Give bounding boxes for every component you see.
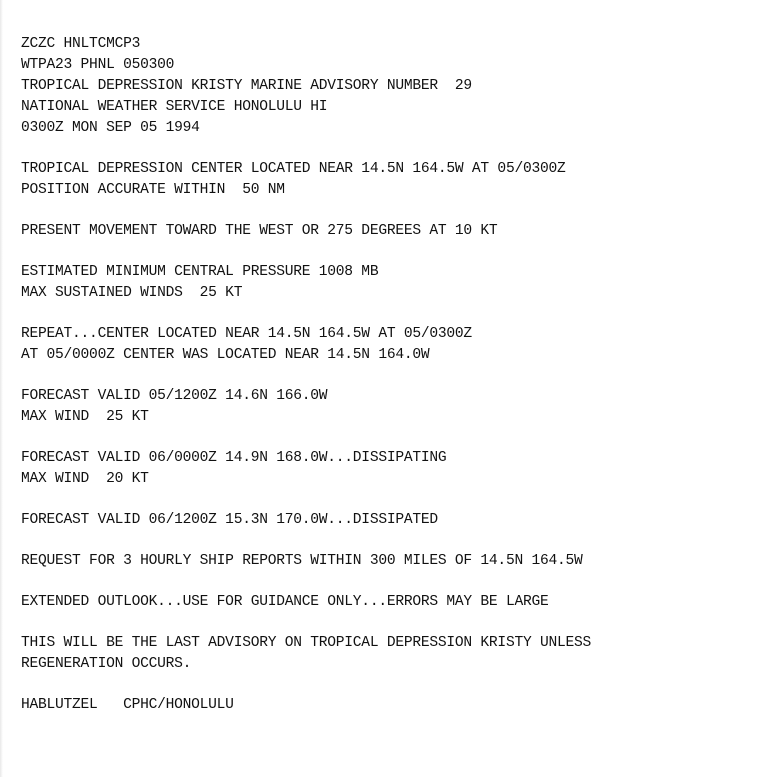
pressure-block — [21, 262, 741, 304]
outlook-block — [21, 592, 741, 613]
forecast-block-2 — [21, 448, 741, 490]
forecaster-signature: HABLUTZEL CPHC/HONOLULU — [21, 697, 234, 713]
max-sustained-winds: MAX SUSTAINED WINDS 25 KT — [21, 285, 243, 301]
forecast-position: FORECAST VALID 05/1200Z 14.6N 166.0W — [21, 388, 328, 404]
header-block — [21, 34, 741, 139]
issue-time: 0300Z MON SEP 05 1994 — [21, 120, 200, 136]
position-block — [21, 159, 741, 201]
final-advisory-block — [21, 633, 741, 675]
forecast-block-3 — [21, 510, 741, 531]
forecast-wind: MAX WIND 20 KT — [21, 471, 149, 487]
final-advisory-line: REGENERATION OCCURS. — [21, 656, 192, 672]
center-location: TROPICAL DEPRESSION CENTER LOCATED NEAR 14.5N 164.5W AT 05/0300Z — [21, 161, 566, 177]
central-pressure: ESTIMATED MINIMUM CENTRAL PRESSURE 1008 MB — [21, 264, 379, 280]
forecast-position: FORECAST VALID 06/1200Z 15.3N 170.0W...DISSIPATED — [21, 512, 438, 528]
ship-report-request: REQUEST FOR 3 HOURLY SHIP REPORTS WITHIN 300 MILES OF 14.5N 164.5W — [21, 553, 583, 569]
forecast-wind: MAX WIND 25 KT — [21, 409, 149, 425]
repeat-block — [21, 324, 741, 366]
repeat-location: REPEAT...CENTER LOCATED NEAR 14.5N 164.5W AT 05/0300Z — [21, 326, 472, 342]
extended-outlook: EXTENDED OUTLOOK...USE FOR GUIDANCE ONLY...ERRORS MAY BE LARGE — [21, 594, 549, 610]
signature-block — [21, 695, 741, 716]
header-line: ZCZC HNLTCMCP3 — [21, 36, 141, 52]
previous-location: AT 05/0000Z CENTER WAS LOCATED NEAR 14.5N 164.0W — [21, 347, 430, 363]
forecast-block-1 — [21, 386, 741, 428]
advisory-text — [21, 34, 741, 736]
issuing-office: NATIONAL WEATHER SERVICE HONOLULU HI — [21, 99, 328, 115]
present-movement: PRESENT MOVEMENT TOWARD THE WEST OR 275 DEGREES AT 10 KT — [21, 223, 498, 239]
scan-edge — [0, 0, 3, 777]
position-accuracy: POSITION ACCURATE WITHIN 50 NM — [21, 182, 285, 198]
request-block — [21, 551, 741, 572]
advisory-title: TROPICAL DEPRESSION KRISTY MARINE ADVISORY NUMBER 29 — [21, 78, 472, 94]
forecast-position: FORECAST VALID 06/0000Z 14.9N 168.0W...DISSIPATING — [21, 450, 447, 466]
final-advisory-line: THIS WILL BE THE LAST ADVISORY ON TROPICAL DEPRESSION KRISTY UNLESS — [21, 635, 592, 651]
movement-block — [21, 221, 741, 242]
header-line: WTPA23 PHNL 050300 — [21, 57, 175, 73]
